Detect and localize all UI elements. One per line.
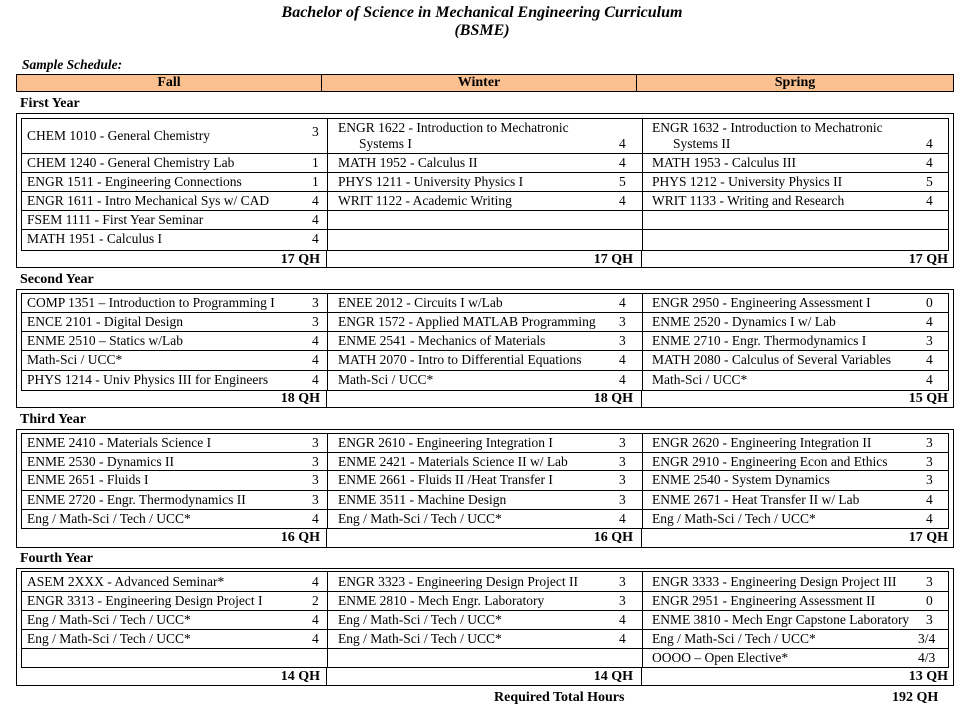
course-hours: 4 xyxy=(619,295,626,310)
course-name: Eng / Math-Sci / Tech / UCC* xyxy=(27,511,191,526)
course-hours: 4 xyxy=(312,333,319,348)
course-name: ENEE 2012 - Circuits I w/Lab xyxy=(338,295,503,310)
course-name: PHYS 1211 - University Physics I xyxy=(338,174,524,189)
row-divider xyxy=(22,610,948,611)
course-hours: 1 xyxy=(312,174,319,189)
course-table xyxy=(21,433,949,529)
course-name: ENGR 2610 - Engineering Integration I xyxy=(338,435,553,450)
term-header-fall: Fall xyxy=(16,74,322,92)
course-name: ENME 2810 - Mech Engr. Laboratory xyxy=(338,593,545,608)
course-name: Math-Sci / UCC* xyxy=(338,372,434,387)
course-hours: 3 xyxy=(312,295,319,310)
course-name-continued: Systems II xyxy=(673,136,731,151)
course-hours: 3 xyxy=(619,333,626,348)
course-name: ENME 2710 - Engr. Thermodynamics I xyxy=(652,333,867,348)
column-divider xyxy=(327,119,328,250)
course-name: Eng / Math-Sci / Tech / UCC* xyxy=(652,511,816,526)
course-hours: 4 xyxy=(926,492,933,507)
course-hours: 3 xyxy=(926,574,933,589)
course-hours: 3 xyxy=(926,435,933,450)
term-header-winter: Winter xyxy=(321,74,637,92)
column-divider xyxy=(642,434,643,528)
term-total-hours: 17 QH xyxy=(593,252,633,267)
term-header-spring: Spring xyxy=(636,74,954,92)
course-hours: 4 xyxy=(312,612,319,627)
course-name: ENGR 1572 - Applied MATLAB Programming xyxy=(338,314,596,329)
course-hours: 5 xyxy=(926,174,933,189)
course-hours: 4 xyxy=(312,212,319,227)
term-total-hours: 16 QH xyxy=(280,530,320,545)
course-table xyxy=(21,118,949,251)
year-group xyxy=(16,113,954,268)
row-divider xyxy=(22,210,948,211)
page-title: Bachelor of Science in Mechanical Engineering Curriculum xyxy=(281,4,683,21)
course-name: ENME 2410 - Materials Science I xyxy=(27,435,212,450)
course-name: ENME 2510 – Statics w/Lab xyxy=(27,333,183,348)
course-hours: 0 xyxy=(926,295,933,310)
year-group xyxy=(16,568,954,686)
course-hours: 4 xyxy=(312,372,319,387)
term-total-hours: 18 QH xyxy=(280,391,320,406)
course-name: ENME 2541 - Mechanics of Materials xyxy=(338,333,546,348)
year-group xyxy=(16,429,954,548)
column-divider xyxy=(642,294,643,390)
column-divider xyxy=(327,434,328,528)
course-name: CHEM 1010 - General Chemistry xyxy=(27,128,210,143)
row-divider xyxy=(22,452,948,453)
course-name: MATH 1952 - Calculus II xyxy=(338,155,478,170)
year-label: Fourth Year xyxy=(20,551,93,566)
term-total-hours: 17 QH xyxy=(908,530,948,545)
course-name: Math-Sci / UCC* xyxy=(27,352,123,367)
year-label: First Year xyxy=(20,96,80,111)
course-name: MATH 1953 - Calculus III xyxy=(652,155,796,170)
course-name: MATH 2080 - Calculus of Several Variables xyxy=(652,352,891,367)
course-hours: 3 xyxy=(619,492,626,507)
course-name: ENME 2421 - Materials Science II w/ Lab xyxy=(338,454,568,469)
course-name: ASEM 2XXX - Advanced Seminar* xyxy=(27,574,225,589)
row-divider xyxy=(22,470,948,471)
row-divider xyxy=(22,648,948,649)
course-name: ENGR 1622 - Introduction to Mechatronic xyxy=(338,120,569,135)
course-name: CHEM 1240 - General Chemistry Lab xyxy=(27,155,235,170)
row-divider xyxy=(22,191,948,192)
course-hours: 4 xyxy=(619,372,626,387)
course-name: MATH 1951 - Calculus I xyxy=(27,231,162,246)
course-hours: 5 xyxy=(619,174,626,189)
course-hours: 4 xyxy=(926,352,933,367)
term-total-hours: 14 QH xyxy=(593,669,633,684)
course-hours: 4/3 xyxy=(918,650,936,665)
course-name: ENME 2671 - Heat Transfer II w/ Lab xyxy=(652,492,860,507)
term-total-hours: 15 QH xyxy=(908,391,948,406)
course-name: Eng / Math-Sci / Tech / UCC* xyxy=(338,612,502,627)
course-name: ENME 3810 - Mech Engr Capstone Laboratory xyxy=(652,612,910,627)
course-name: Eng / Math-Sci / Tech / UCC* xyxy=(338,511,502,526)
course-hours: 3 xyxy=(619,574,626,589)
course-hours: 4 xyxy=(619,352,626,367)
course-hours: 3 xyxy=(312,454,319,469)
course-hours: 4 xyxy=(312,631,319,646)
row-divider xyxy=(22,312,948,313)
course-name: ENME 2520 - Dynamics I w/ Lab xyxy=(652,314,836,329)
row-divider xyxy=(22,490,948,491)
course-name: MATH 2070 - Intro to Differential Equations xyxy=(338,352,582,367)
row-divider xyxy=(22,629,948,630)
course-hours: 3 xyxy=(619,314,626,329)
course-name: ENGR 3333 - Engineering Design Project III xyxy=(652,574,897,589)
course-hours: 3/4 xyxy=(918,631,936,646)
course-name: ENGR 3313 - Engineering Design Project I xyxy=(27,593,263,608)
course-name: PHYS 1212 - University Physics II xyxy=(652,174,843,189)
row-divider xyxy=(22,153,948,154)
course-name: Eng / Math-Sci / Tech / UCC* xyxy=(27,631,191,646)
course-name: WRIT 1122 - Academic Writing xyxy=(338,193,512,208)
course-hours: 3 xyxy=(619,472,626,487)
course-hours: 3 xyxy=(312,435,319,450)
course-hours: 1 xyxy=(312,155,319,170)
course-name: Eng / Math-Sci / Tech / UCC* xyxy=(27,612,191,627)
course-name: ENME 2651 - Fluids I xyxy=(27,472,149,487)
course-name: ENME 2530 - Dynamics II xyxy=(27,454,174,469)
course-hours: 4 xyxy=(926,372,933,387)
course-hours: 2 xyxy=(312,593,319,608)
course-name: FSEM 1111 - First Year Seminar xyxy=(27,212,204,227)
column-divider xyxy=(327,572,328,667)
term-total-hours: 17 QH xyxy=(908,252,948,267)
course-hours: 4 xyxy=(619,136,626,151)
page-subtitle: (BSME) xyxy=(454,22,510,39)
course-hours: 4 xyxy=(619,631,626,646)
course-name: ENME 2720 - Engr. Thermodynamics II xyxy=(27,492,246,507)
course-name: ENGR 2950 - Engineering Assessment I xyxy=(652,295,871,310)
course-name: ENGR 2620 - Engineering Integration II xyxy=(652,435,872,450)
course-name: ENCE 2101 - Digital Design xyxy=(27,314,183,329)
row-divider xyxy=(22,229,948,230)
course-hours: 3 xyxy=(619,435,626,450)
year-label: Second Year xyxy=(20,272,94,287)
course-hours: 4 xyxy=(926,314,933,329)
course-name: ENGR 3323 - Engineering Design Project II xyxy=(338,574,578,589)
row-divider xyxy=(22,509,948,510)
course-name: ENGR 2910 - Engineering Econ and Ethics xyxy=(652,454,888,469)
course-name: PHYS 1214 - Univ Physics III for Engineers xyxy=(27,372,269,387)
course-hours: 4 xyxy=(926,193,933,208)
required-total-label: Required Total Hours xyxy=(494,690,625,705)
course-hours: 3 xyxy=(926,333,933,348)
course-name: ENGR 1632 - Introduction to Mechatronic xyxy=(652,120,883,135)
course-name: Math-Sci / UCC* xyxy=(652,372,748,387)
course-name: COMP 1351 – Introduction to Programming I xyxy=(27,295,275,310)
course-name: ENME 3511 - Machine Design xyxy=(338,492,507,507)
course-hours: 3 xyxy=(312,472,319,487)
course-hours: 4 xyxy=(312,193,319,208)
course-hours: 3 xyxy=(926,472,933,487)
course-name-continued: Systems I xyxy=(359,136,412,151)
term-total-hours: 18 QH xyxy=(593,391,633,406)
term-total-hours: 13 QH xyxy=(908,669,948,684)
required-total-value: 192 QH xyxy=(892,690,939,705)
column-divider xyxy=(642,572,643,667)
course-hours: 3 xyxy=(926,454,933,469)
column-divider xyxy=(327,294,328,390)
course-hours: 4 xyxy=(619,155,626,170)
course-hours: 3 xyxy=(312,492,319,507)
course-table xyxy=(21,571,949,668)
course-hours: 3 xyxy=(619,454,626,469)
course-hours: 4 xyxy=(926,155,933,170)
course-hours: 4 xyxy=(312,574,319,589)
course-name: ENME 2661 - Fluids II /Heat Transfer I xyxy=(338,472,553,487)
course-name: Eng / Math-Sci / Tech / UCC* xyxy=(338,631,502,646)
course-name: WRIT 1133 - Writing and Research xyxy=(652,193,845,208)
course-hours: 4 xyxy=(619,511,626,526)
row-divider xyxy=(22,350,948,351)
term-total-hours: 17 QH xyxy=(280,252,320,267)
row-divider xyxy=(22,370,948,371)
course-hours: 3 xyxy=(312,314,319,329)
course-hours: 4 xyxy=(312,352,319,367)
course-hours: 3 xyxy=(619,593,626,608)
sample-schedule-label: Sample Schedule: xyxy=(22,57,123,72)
course-hours: 3 xyxy=(926,612,933,627)
row-divider xyxy=(22,331,948,332)
course-hours: 0 xyxy=(926,593,933,608)
course-hours: 4 xyxy=(619,193,626,208)
course-hours: 4 xyxy=(312,231,319,246)
course-name: ENGR 1611 - Intro Mechanical Sys w/ CAD xyxy=(27,193,270,208)
course-name: Eng / Math-Sci / Tech / UCC* xyxy=(652,631,816,646)
course-table xyxy=(21,293,949,391)
course-hours: 4 xyxy=(926,511,933,526)
course-hours: 3 xyxy=(312,124,319,139)
year-label: Third Year xyxy=(20,412,86,427)
course-name: OOOO – Open Elective* xyxy=(652,650,789,665)
course-hours: 4 xyxy=(312,511,319,526)
year-group xyxy=(16,289,954,408)
row-divider xyxy=(22,172,948,173)
course-name: ENME 2540 - System Dynamics xyxy=(652,472,830,487)
term-total-hours: 14 QH xyxy=(280,669,320,684)
row-divider xyxy=(22,591,948,592)
course-hours: 4 xyxy=(619,612,626,627)
term-total-hours: 16 QH xyxy=(593,530,633,545)
course-name: ENGR 1511 - Engineering Connections xyxy=(27,174,242,189)
course-hours: 4 xyxy=(926,136,933,151)
course-name: ENGR 2951 - Engineering Assessment II xyxy=(652,593,876,608)
column-divider xyxy=(642,119,643,250)
